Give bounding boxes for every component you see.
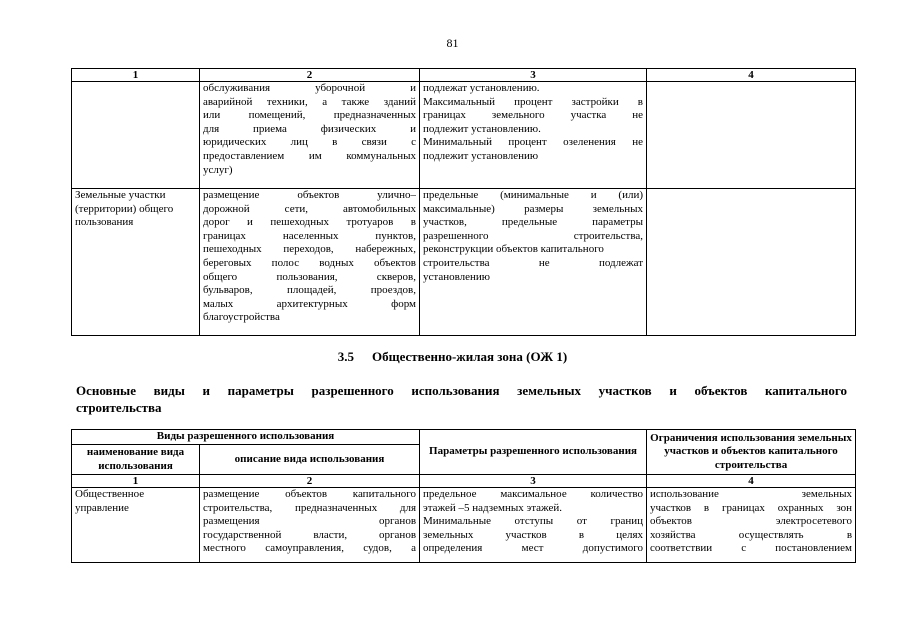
text-line: границах земельного участка не <box>423 109 643 122</box>
column-number: 1 <box>72 475 200 488</box>
text-line: Земельные участки <box>75 189 166 201</box>
column-number: 2 <box>200 69 420 82</box>
main-heading-line: строительства <box>76 400 162 415</box>
use-name-cell: Общественное управление <box>72 488 200 563</box>
text-line: или помещений, предназначенных <box>203 109 416 122</box>
text-line: услуг) <box>203 163 233 176</box>
use-description-cell <box>200 82 420 189</box>
column-number: 1 <box>72 69 200 82</box>
text-line: подлежит установлению <box>423 149 539 162</box>
text-line: дорог и пешеходных тротуаров в <box>203 216 416 229</box>
header-use-description: описание вида использования <box>200 445 420 475</box>
use-description-cell <box>200 189 420 336</box>
main-heading-line: Основные виды и параметры разрешенного использования земельных участков и объектов капитального <box>76 383 847 398</box>
header-use-types: Виды разрешенного использования <box>72 430 420 445</box>
text-line: дорожной сети, автомобильных <box>203 202 416 215</box>
zoning-table-continued <box>71 68 856 336</box>
text-line: границах населенных пунктов, <box>203 229 416 242</box>
text-line: земельных участков в целях <box>423 528 644 541</box>
table-column-numbers-row <box>72 69 856 82</box>
column-number: 3 <box>420 69 647 82</box>
page-number: 81 <box>446 36 459 50</box>
text-line: использование земельных <box>650 488 853 500</box>
header-limitations: Ограничения использования земельных участков и объектов капитального строительства <box>647 430 856 475</box>
text-line: максимальные) размеры земельных <box>423 202 643 215</box>
text-line: государственной власти, органов <box>203 528 417 541</box>
text-line: разрешенного строительства, <box>423 229 643 242</box>
text-line: юридических лиц в связи с <box>203 136 416 149</box>
text-line: бульваров, площадей, проездов, <box>203 284 416 297</box>
column-number: 4 <box>647 475 856 488</box>
text-line: соответствии с постановлением <box>650 542 853 555</box>
limitations-cell <box>647 189 856 336</box>
text-line: предоставлением им коммунальных <box>203 149 416 162</box>
table-row <box>72 488 856 563</box>
header-use-name: наименование вида использования <box>72 445 200 475</box>
text-line: местного самоуправления, судов, а <box>203 542 417 555</box>
use-name-cell <box>72 82 200 189</box>
text-line: береговых полос водных объектов <box>203 256 416 269</box>
text-line: Минимальный процент озеленения не <box>423 136 643 149</box>
text-line: строительства не подлежат <box>423 256 643 269</box>
use-description-cell <box>200 488 420 563</box>
section-number: 3.5 <box>337 349 355 364</box>
text-line: размещение объектов улично– <box>203 189 416 201</box>
text-line: аварийной техники, а также зданий <box>203 95 416 108</box>
text-line: установлению <box>423 270 491 283</box>
text-line: участков, предельные параметры <box>423 216 643 229</box>
permitted-uses-table <box>71 429 856 563</box>
text-line: размещения органов <box>203 515 417 528</box>
text-line: хозяйства осуществлять в <box>650 528 853 541</box>
text-line: Минимальные отступы от границ <box>423 515 644 528</box>
text-line: определения мест допустимого <box>423 542 644 555</box>
text-line: предельные (минимальные и (или) <box>423 189 643 201</box>
column-number: 4 <box>647 69 856 82</box>
section-title: Общественно-жилая зона (ОЖ 1) <box>372 349 568 364</box>
parameters-cell <box>420 488 647 563</box>
text-line: подлежит установлению. <box>423 122 541 135</box>
table-row <box>72 82 856 189</box>
text-line: пешеходных переходов, набережных, <box>203 243 416 256</box>
limitations-cell <box>647 82 856 189</box>
column-number: 3 <box>420 475 647 488</box>
use-name-cell <box>72 189 200 336</box>
text-line: реконструкции объектов капитального <box>423 243 604 256</box>
header-parameters: Параметры разрешенного использования <box>420 430 647 475</box>
text-line: объектов электросетевого <box>650 515 853 528</box>
text-line: участков в границах охранных зон <box>650 501 853 514</box>
table-column-numbers-row <box>72 475 856 488</box>
text-line: пользования <box>75 216 134 229</box>
parameters-cell <box>420 82 647 189</box>
limitations-cell <box>647 488 856 563</box>
text-line: строительства, предназначенных для <box>203 501 417 514</box>
parameters-cell <box>420 189 647 336</box>
text-line: обслуживания уборочной и <box>203 82 416 94</box>
table-header-row <box>72 430 856 445</box>
text-line: этажей –5 надземных этажей. <box>423 501 563 514</box>
text-line: (территории) общего <box>75 202 174 215</box>
table-row <box>72 189 856 336</box>
text-line: общего пользования, скверов, <box>203 270 416 283</box>
main-heading <box>76 382 847 416</box>
text-line: благоустройства <box>203 311 280 324</box>
text-line: Максимальный процент застройки в <box>423 95 643 108</box>
text-line: размещение объектов капитального <box>203 488 417 500</box>
text-line: для приема физических и <box>203 122 416 135</box>
text-line: предельное максимальное количество <box>423 488 644 500</box>
column-number: 2 <box>200 475 420 488</box>
text-line: малых архитектурных форм <box>203 297 416 310</box>
text-line: подлежат установлению. <box>423 82 540 94</box>
section-heading <box>0 349 905 365</box>
